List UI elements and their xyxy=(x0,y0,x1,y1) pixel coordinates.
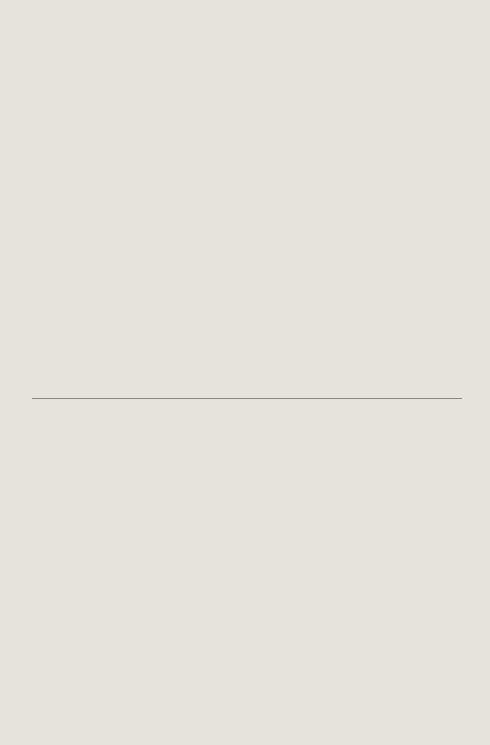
section-divider xyxy=(32,398,462,399)
